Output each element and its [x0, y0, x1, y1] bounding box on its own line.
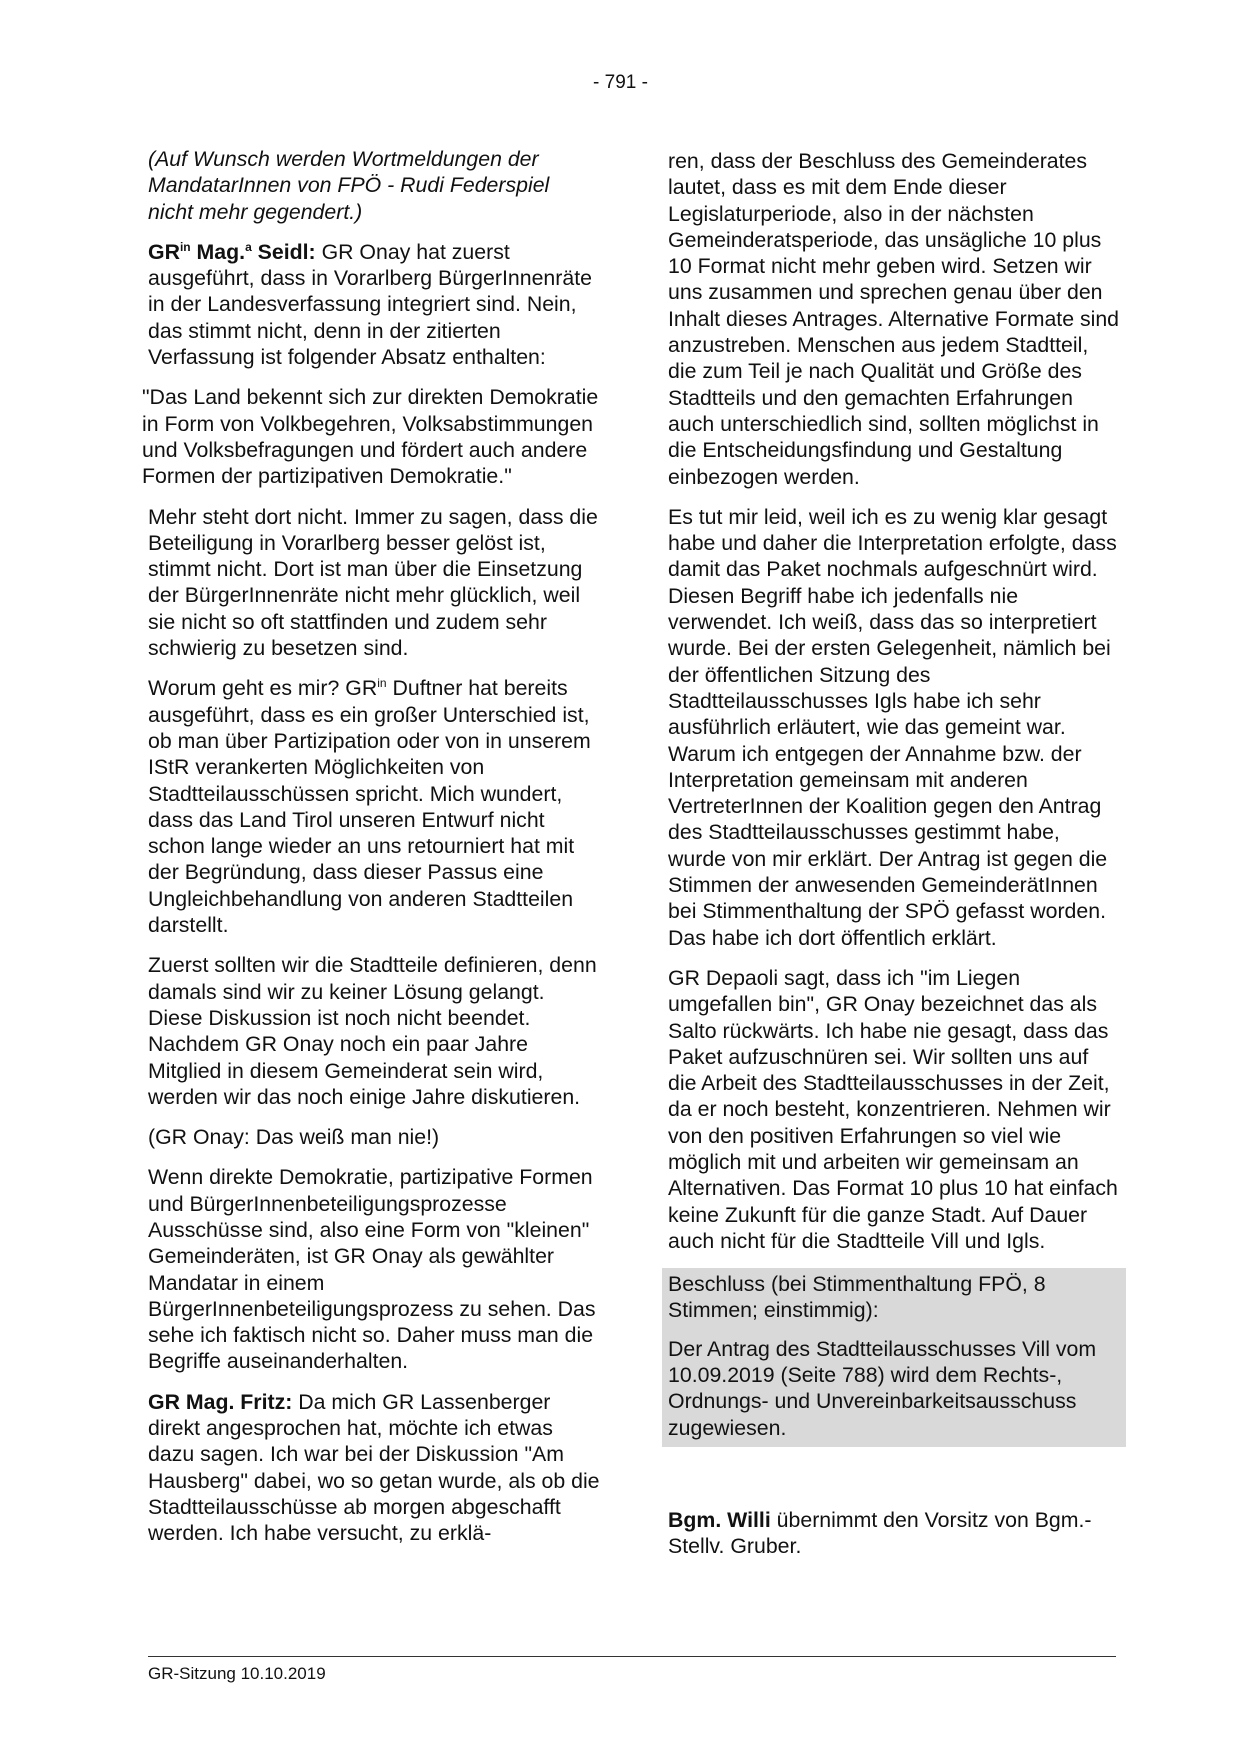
- speaker-fritz: GR Mag. Fritz:: [148, 1389, 293, 1414]
- seidl-statement-text: GR Onay hat zuerst ausgeführt, dass in Vorarlberg BürgerInnenräte in der Landesverfassung integriert sind. Nein, das stimmt nicht, denn in der zitierten Verfassung ist folgender Absatz enthalten:: [148, 239, 592, 370]
- chair-change: [668, 1507, 1120, 1560]
- resolution-text: Der Antrag des Stadtteilausschusses Vill vom 10.09.2019 (Seite 788) wird dem Rechts-, Ordnungs- und Unvereinbarkeitsausschuss zugewiesen.: [668, 1336, 1097, 1440]
- resolution-box: [662, 1268, 1126, 1447]
- fritz-statement-text: Da mich GR Lassenberger direkt angesprochen hat, möchte ich etwas dazu sagen. Ich war bei der Diskussion "Am Hausberg" dabei, wo so getan wurde, als ob die Stadtteilausschüsse ab morgen abgeschafft werden. Ich habe versucht, zu erklä-: [148, 1389, 600, 1546]
- speaker-seidl-sup-a: a: [245, 239, 252, 254]
- paragraph-worum-a: Worum geht es mir? GR: [148, 676, 378, 701]
- resolution-vote: Beschluss (bei Stimmenthaltung FPÖ, 8 Stimmen; einstimmig):: [668, 1272, 1046, 1323]
- right-column: [668, 148, 1120, 1574]
- speaker-seidl-mag: Mag.: [190, 239, 246, 264]
- seidl-statement: [148, 239, 600, 370]
- footer-session-date: GR-Sitzung 10.10.2019: [148, 1664, 326, 1683]
- constitution-quote: "Das Land bekennt sich zur direkten Demokratie in Form von Volkbegehren, Volksabstimmungen und Volksbefragungen und fördert auch andere Formen der partizipativen Demokratie.": [142, 385, 599, 489]
- speaker-seidl: [148, 240, 316, 264]
- paragraph-beschluss-continuation: ren, dass der Beschluss des Gemeinderates lautet, dass es mit dem Ende dieser Legislaturperiode, also in der nächsten Gemeinderatsperiode, das unsägliche 10 plus 10 Format nicht mehr geben wird. Setzen wir uns zusammen und sprechen genau über den Inhalt dieses Antrages. Alternative Formate sind anzustreben. Menschen aus jedem Stadtteil, die zum Teil je nach Qualität und Größe des Stadtteils und den gemachten Erfahrungen auch unterschiedlich sind, sollten möglichst in die Entscheidungsfindung und Gestaltung einbezogen werden.: [668, 149, 1120, 489]
- chair-change-text: übernimmt den Vorsitz von Bgm.-Stellv. Gruber.: [668, 1507, 1092, 1559]
- page-number: - 791 -: [593, 72, 648, 93]
- interjection-onay: (GR Onay: Das weiß man nie!): [148, 1125, 440, 1150]
- paragraph-worum-b: Duftner hat bereits ausgeführt, dass es ein großer Unterschied ist, ob man über Partizipation oder von in unserem IStR verankerten Möglichkeiten von Stadtteilausschüssen spricht. Mich wundert, dass das Land Tirol unseren Entwurf nicht schon lange wieder an uns retourniert hat mit der Begründung, dass dieser Passus eine Ungleichbehandlung von anderen Stadtteilen darstellt.: [148, 676, 591, 938]
- speaker-seidl-gr: GR: [148, 239, 180, 264]
- paragraph-worum-sup: in: [377, 676, 387, 691]
- paragraph-worum: [148, 675, 600, 938]
- gender-note: (Auf Wunsch werden Wortmeldungen der MandatarInnen von FPÖ - Rudi Federspiel nicht mehr gegendert.): [148, 147, 550, 224]
- paragraph-demokratie: Wenn direkte Demokratie, partizipative Formen und BürgerInnenbeteiligungsprozesse Ausschüsse sind, also eine Form von "kleinen" Gemeinderäten, ist GR Onay als gewählter Mandatar in einem BürgerInnenbeteiligungsprozess zu sehen. Das sehe ich faktisch nicht so. Daher muss man die Begriffe auseinanderhalten.: [148, 1165, 596, 1374]
- paragraph-depaoli: GR Depaoli sagt, dass ich "im Liegen umgefallen bin", GR Onay bezeichnet das als Salto rückwärts. Ich habe nie gesagt, dass das Paket aufzuschnüren sei. Wir sollten uns auf die Arbeit des Stadtteilausschusses in der Zeit, da er noch besteht, konzentrieren. Nehmen wir von den positiven Erfahrungen so viel wie möglich mit und arbeiten wir gemeinsam an Alternativen. Das Format 10 plus 10 hat einfach keine Zukunft für die ganze Stadt. Auf Dauer auch nicht für die Stadtteile Vill und Igls.: [668, 965, 1118, 1253]
- paragraph-stadtteile: Zuerst sollten wir die Stadtteile definieren, denn damals sind wir zu keiner Lösung gelangt. Diese Diskussion ist noch nicht beendet. Nachdem GR Onay noch ein paar Jahre Mitglied in diesem Gemeinderat sein wird, werden wir das noch einige Jahre diskutieren.: [148, 953, 597, 1109]
- speaker-willi: Bgm. Willi: [668, 1507, 771, 1532]
- left-column: [142, 146, 600, 1561]
- speaker-seidl-name: Seidl:: [251, 239, 316, 264]
- fritz-statement: [148, 1389, 600, 1547]
- speaker-seidl-sup-in: in: [179, 239, 191, 254]
- paragraph-interpretation: Es tut mir leid, weil ich es zu wenig klar gesagt habe und daher die Interpretation erfolgte, dass damit das Paket nochmals aufgeschnürt wird. Diesen Begriff habe ich jedenfalls nie verwendet. Ich weiß, dass das so interpretiert wurde. Bei der ersten Gelegenheit, nämlich bei der öffentlichen Sitzung des Stadtteilausschusses Igls habe ich sehr ausführlich erläutert, wie das gemeint war. Warum ich entgegen der Annahme bzw. der Interpretation gemeinsam mit anderen VertreterInnen der Koalition gegen den Antrag des Stadtteilausschusses gestimmt habe, wurde von mir erklärt. Der Antrag ist gegen die Stimmen der anwesenden GemeinderätInnen bei Stimmenthaltung der SPÖ gefasst worden. Das habe ich dort öffentlich erklärt.: [668, 504, 1117, 950]
- paragraph-vorarlberg: Mehr steht dort nicht. Immer zu sagen, dass die Beteiligung in Vorarlberg besser gelöst ist, stimmt nicht. Dort ist man über die Einsetzung der BürgerInnenräte nicht mehr glücklich, weil sie nicht so oft stattfinden und zudem sehr schwierig zu besetzen sind.: [148, 504, 598, 661]
- footer-divider: [148, 1656, 1116, 1657]
- spacer: [668, 1447, 1120, 1507]
